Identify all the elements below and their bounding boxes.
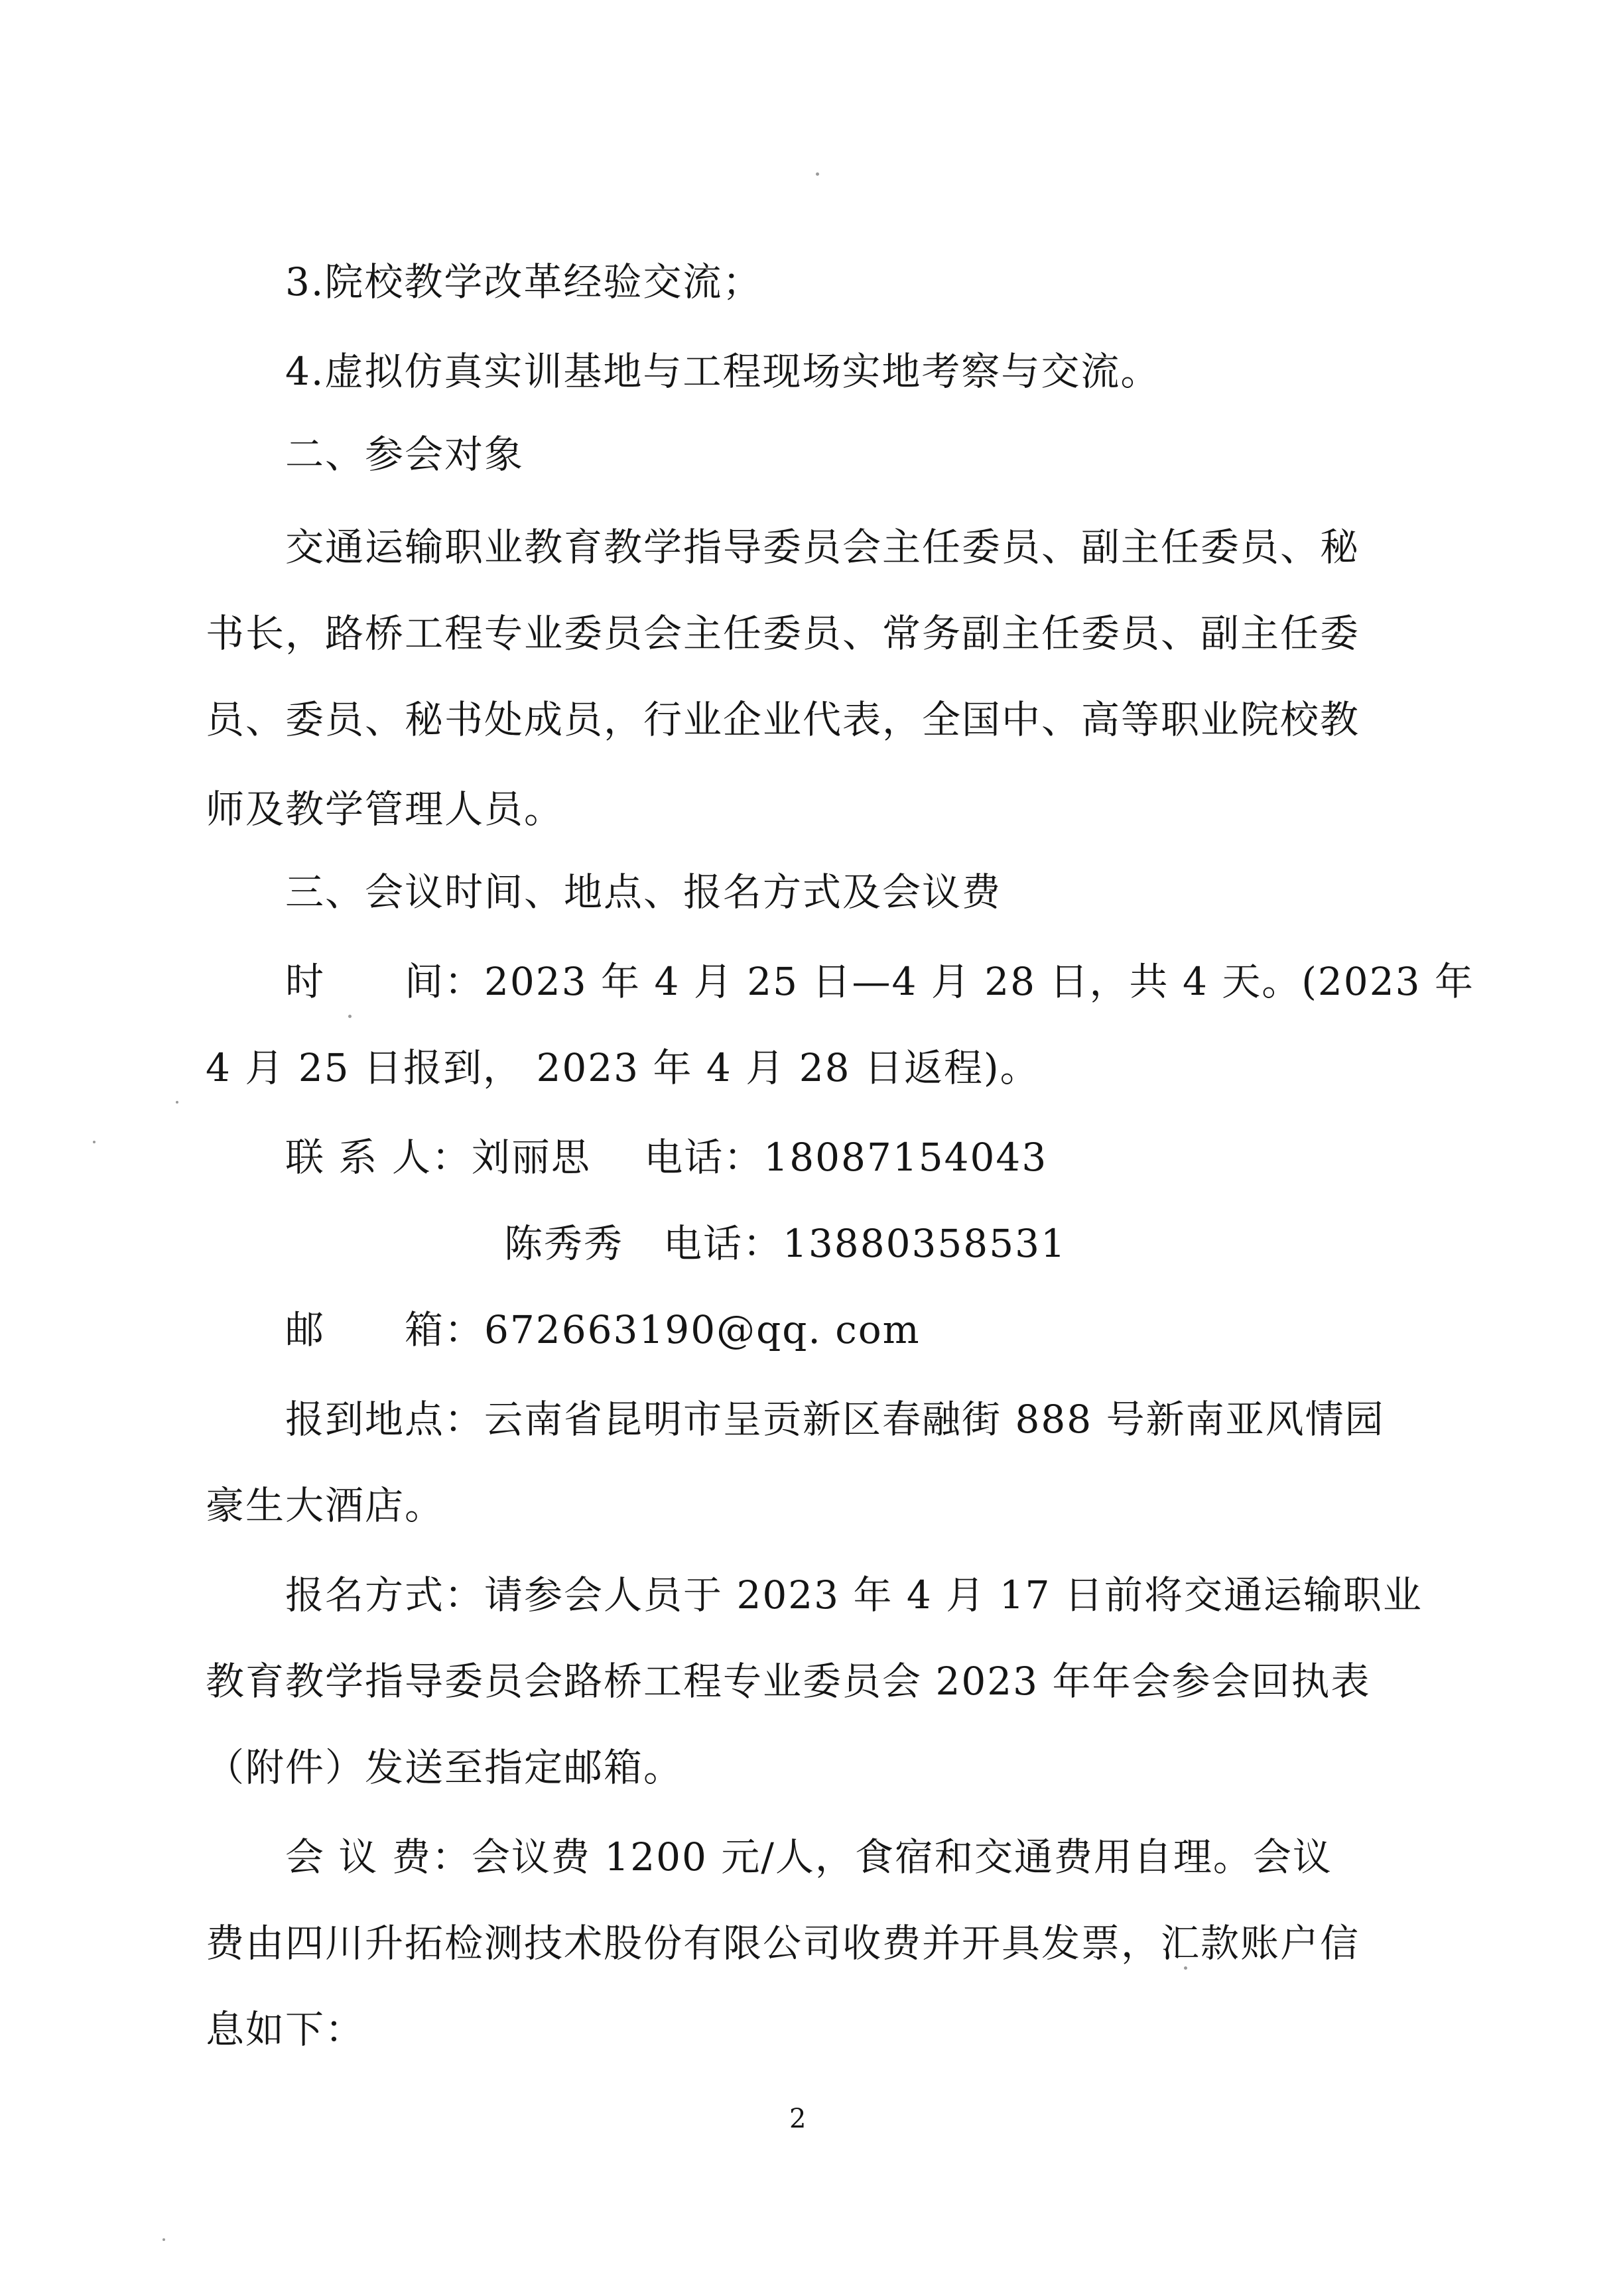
- section-heading-meeting-info: 三、会议时间、地点、报名方式及会议费: [285, 869, 1002, 915]
- fee-line-cont: 息如下：: [206, 2007, 365, 2052]
- fee-line-cont: 费由四川升拓检测技术股份有限公司收费并开具发票，汇款账户信: [206, 1921, 1360, 1966]
- scan-speck: [348, 1015, 352, 1018]
- paragraph-line: 员、委员、秘书处成员，行业企业代表，全国中、高等职业院校教: [206, 697, 1360, 742]
- venue-line-cont: 豪生大酒店。: [206, 1483, 445, 1528]
- email-line: 邮 箱：672663190@qq. com: [285, 1307, 921, 1352]
- paragraph-line: 师及教学管理人员。: [206, 787, 564, 832]
- venue-line: 报到地点：云南省昆明市呈贡新区春融街 888 号新南亚风情园: [285, 1397, 1385, 1442]
- scan-speck: [93, 1141, 96, 1143]
- scan-speck: [176, 1101, 178, 1104]
- contact-person-line: 联 系 人：刘丽思 电话：18087154043: [285, 1135, 1048, 1180]
- contact-person-line-2: 陈秀秀 电话：13880358531: [504, 1221, 1067, 1266]
- page-number: 2: [789, 2104, 807, 2134]
- paragraph-line: 书长，路桥工程专业委员会主任委员、常务副主任委员、副主任委: [206, 611, 1360, 656]
- paragraph-line: 交通运输职业教育教学指导委员会主任委员、副主任委员、秘: [285, 525, 1360, 570]
- scan-speck: [816, 172, 819, 176]
- agenda-item-4: 4.虚拟仿真实训基地与工程现场实地考察与交流。: [285, 349, 1161, 394]
- fee-line: 会 议 费：会议费 1200 元/人，食宿和交通费用自理。会议: [285, 1834, 1332, 1880]
- agenda-item-3: 3.院校教学改革经验交流；: [285, 259, 763, 304]
- registration-line-cont: （附件）发送至指定邮箱。: [206, 1745, 684, 1790]
- registration-line-cont: 教育教学指导委员会路桥工程专业委员会 2023 年年会参会回执表: [206, 1659, 1371, 1704]
- meeting-time-line-cont: 4 月 25 日报到， 2023 年 4 月 28 日返程)。: [206, 1045, 1040, 1090]
- registration-line: 报名方式：请参会人员于 2023 年 4 月 17 日前将交通运输职业: [285, 1572, 1423, 1618]
- section-heading-attendees: 二、参会对象: [285, 432, 525, 477]
- scan-speck: [162, 2238, 165, 2241]
- scan-speck: [1184, 1966, 1187, 1970]
- meeting-time-line: 时 间：2023 年 4 月 25 日—4 月 28 日，共 4 天。(2023 年: [285, 959, 1474, 1004]
